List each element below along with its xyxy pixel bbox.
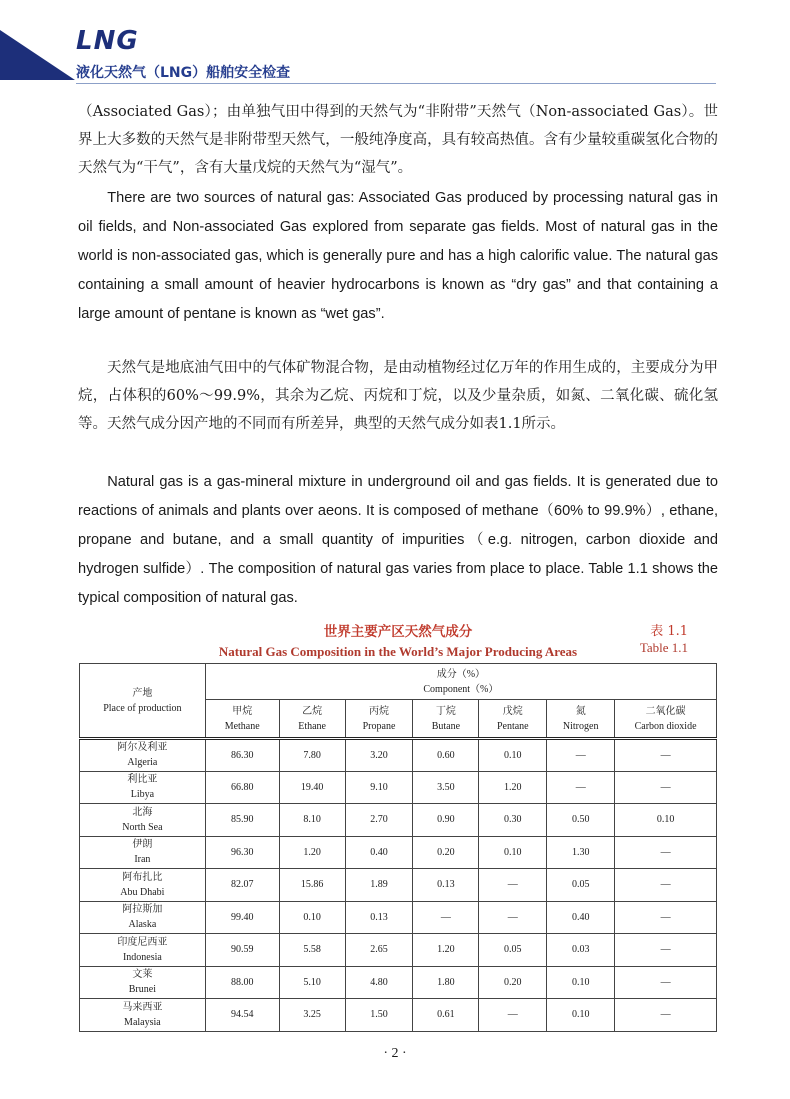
table-caption-zh: 世界主要产区天然气成分: [323, 624, 473, 640]
value-cell: 0.30: [479, 804, 547, 837]
value-cell: 3.25: [279, 999, 345, 1032]
value-cell: 2.70: [345, 804, 413, 837]
composition-table: [79, 663, 717, 1032]
value-cell: 8.10: [279, 804, 345, 837]
value-cell: 5.10: [279, 966, 345, 999]
value-cell: 1.30: [547, 836, 615, 869]
paragraph-1-zh: （Associated Gas）；由单独气田中得到的天然气为“非附带”天然气（Non-associated Gas）。世界上大多数的天然气是非附带型天然气，一般纯净度高，具有较高热值。含有少量较重碳氢化合物的天然气为“干气”，含有大量戊烷的天然气为“湿气”。: [78, 104, 718, 176]
column-header-ethane: 乙烷 Ethane: [279, 700, 345, 739]
value-cell: —: [547, 739, 615, 772]
value-cell: 0.50: [547, 804, 615, 837]
value-cell: 96.30: [205, 836, 279, 869]
value-cell: 86.30: [205, 739, 279, 772]
running-header-title: 液化天然气（LNG）船舶安全检查: [76, 65, 291, 81]
place-cell: 马来西亚 Malaysia: [80, 999, 206, 1032]
value-cell: 0.61: [413, 999, 479, 1032]
place-cell: 阿拉斯加 Alaska: [80, 901, 206, 934]
value-cell: 7.80: [279, 739, 345, 772]
value-cell: 0.10: [279, 901, 345, 934]
value-cell: —: [615, 869, 717, 902]
column-header-methane: 甲烷 Methane: [205, 700, 279, 739]
value-cell: —: [615, 836, 717, 869]
value-cell: 90.59: [205, 934, 279, 967]
column-header-nitrogen: 氮 Nitrogen: [547, 700, 615, 739]
paragraph-2-zh-block: [78, 354, 718, 438]
lng-logo: LNG: [76, 26, 139, 56]
value-cell: 1.80: [413, 966, 479, 999]
value-cell: 82.07: [205, 869, 279, 902]
paragraph-1-zh-block: [78, 98, 718, 182]
value-cell: 0.05: [479, 934, 547, 967]
column-header-butane: 丁烷 Butane: [413, 700, 479, 739]
value-cell: 0.10: [615, 804, 717, 837]
value-cell: 0.20: [413, 836, 479, 869]
page-number: · 2 ·: [383, 1046, 407, 1061]
value-cell: —: [615, 934, 717, 967]
value-cell: 0.40: [345, 836, 413, 869]
value-cell: —: [479, 999, 547, 1032]
value-cell: 9.10: [345, 771, 413, 804]
place-cell: 阿布扎比 Abu Dhabi: [80, 869, 206, 902]
table-row: [80, 999, 717, 1032]
value-cell: 0.13: [413, 869, 479, 902]
value-cell: 19.40: [279, 771, 345, 804]
header-divider: [76, 83, 716, 84]
value-cell: 3.20: [345, 739, 413, 772]
value-cell: 88.00: [205, 966, 279, 999]
value-cell: 99.40: [205, 901, 279, 934]
paragraph-2-en: Natural gas is a gas-mineral mixture in underground oil and gas fields. It is generated due to reactions of animals and plants over aeons. It is composed of methane（60% to 99.9%）, ethane, propane and butane, and a small quantity of impurities（e.g. nitrogen, carbon dioxide and hydrogen sulfide）. The composition of natural gas varies from place to place. Table 1.1 shows the typical composition of natural gas.: [78, 474, 718, 606]
value-cell: 0.40: [547, 901, 615, 934]
table-row: [80, 739, 717, 772]
paragraph-2-en-block: [78, 468, 718, 613]
table-caption: [78, 620, 718, 660]
value-cell: 0.90: [413, 804, 479, 837]
place-cell: 文莱 Brunei: [80, 966, 206, 999]
table-row: [80, 836, 717, 869]
value-cell: 4.80: [345, 966, 413, 999]
value-cell: 2.65: [345, 934, 413, 967]
paragraph-2-zh: 天然气是地底油气田中的气体矿物混合物，是由动植物经过亿万年的作用生成的，主要成分为甲烷，占体积的60%～99.9%，其余为乙烷、丙烷和丁烷，以及少量杂质，如氮、二氧化碳、硫化氢等。天然气成分因产地的不同而有所差异，典型的天然气成分如表1.1所示。: [78, 360, 718, 432]
column-header-pentane: 戊烷 Pentane: [479, 700, 547, 739]
place-cell: 北海 North Sea: [80, 804, 206, 837]
value-cell: 1.20: [279, 836, 345, 869]
table-row: [80, 934, 717, 967]
value-cell: 0.20: [479, 966, 547, 999]
value-cell: —: [547, 771, 615, 804]
table-row: [80, 804, 717, 837]
value-cell: 1.89: [345, 869, 413, 902]
value-cell: 0.05: [547, 869, 615, 902]
value-cell: —: [479, 869, 547, 902]
value-cell: 15.86: [279, 869, 345, 902]
value-cell: —: [615, 999, 717, 1032]
value-cell: —: [615, 739, 717, 772]
value-cell: 66.80: [205, 771, 279, 804]
value-cell: 0.13: [345, 901, 413, 934]
table-number-zh: 表 1.1: [650, 624, 688, 639]
value-cell: 0.10: [547, 966, 615, 999]
value-cell: 0.10: [547, 999, 615, 1032]
value-cell: 0.60: [413, 739, 479, 772]
table-row: [80, 901, 717, 934]
value-cell: 94.54: [205, 999, 279, 1032]
corner-triangle-decoration: [0, 0, 75, 80]
value-cell: —: [413, 901, 479, 934]
value-cell: —: [479, 901, 547, 934]
value-cell: 0.10: [479, 836, 547, 869]
value-cell: 0.10: [479, 739, 547, 772]
place-cell: 利比亚 Libya: [80, 771, 206, 804]
value-cell: 1.20: [413, 934, 479, 967]
value-cell: —: [615, 966, 717, 999]
column-header-propane: 丙烷 Propane: [345, 700, 413, 739]
column-header-carbon-dioxide: 二氧化碳 Carbon dioxide: [615, 700, 717, 739]
table-caption-en: Natural Gas Composition in the World’s Major Producing Areas: [218, 644, 578, 659]
component-header: 成分（%） Component（%）: [205, 664, 716, 700]
paragraph-1-en: There are two sources of natural gas: Associated Gas produced by processing natural gas in oil fields, and Non-associated Gas explored from separate gas fields. Most of natural gas in the world is non-associated gas, which is generally pure and has a high calorific value. The natural gas containing a small amount of heavier hydrocarbons is known as “dry gas” and that containing a large amount of pentane is known as “wet gas”.: [78, 190, 718, 322]
table-row: [80, 966, 717, 999]
place-cell: 伊朗 Iran: [80, 836, 206, 869]
place-cell: 印度尼西亚 Indonesia: [80, 934, 206, 967]
place-header: 产地 Place of production: [80, 664, 206, 739]
value-cell: 1.20: [479, 771, 547, 804]
paragraph-1-en-block: [78, 184, 718, 329]
table-number-en: Table 1.1: [639, 640, 688, 655]
value-cell: —: [615, 771, 717, 804]
value-cell: 1.50: [345, 999, 413, 1032]
value-cell: 85.90: [205, 804, 279, 837]
table-row: [80, 771, 717, 804]
value-cell: 3.50: [413, 771, 479, 804]
place-cell: 阿尔及利亚 Algeria: [80, 739, 206, 772]
value-cell: —: [615, 901, 717, 934]
value-cell: 0.03: [547, 934, 615, 967]
table-row: [80, 869, 717, 902]
value-cell: 5.58: [279, 934, 345, 967]
